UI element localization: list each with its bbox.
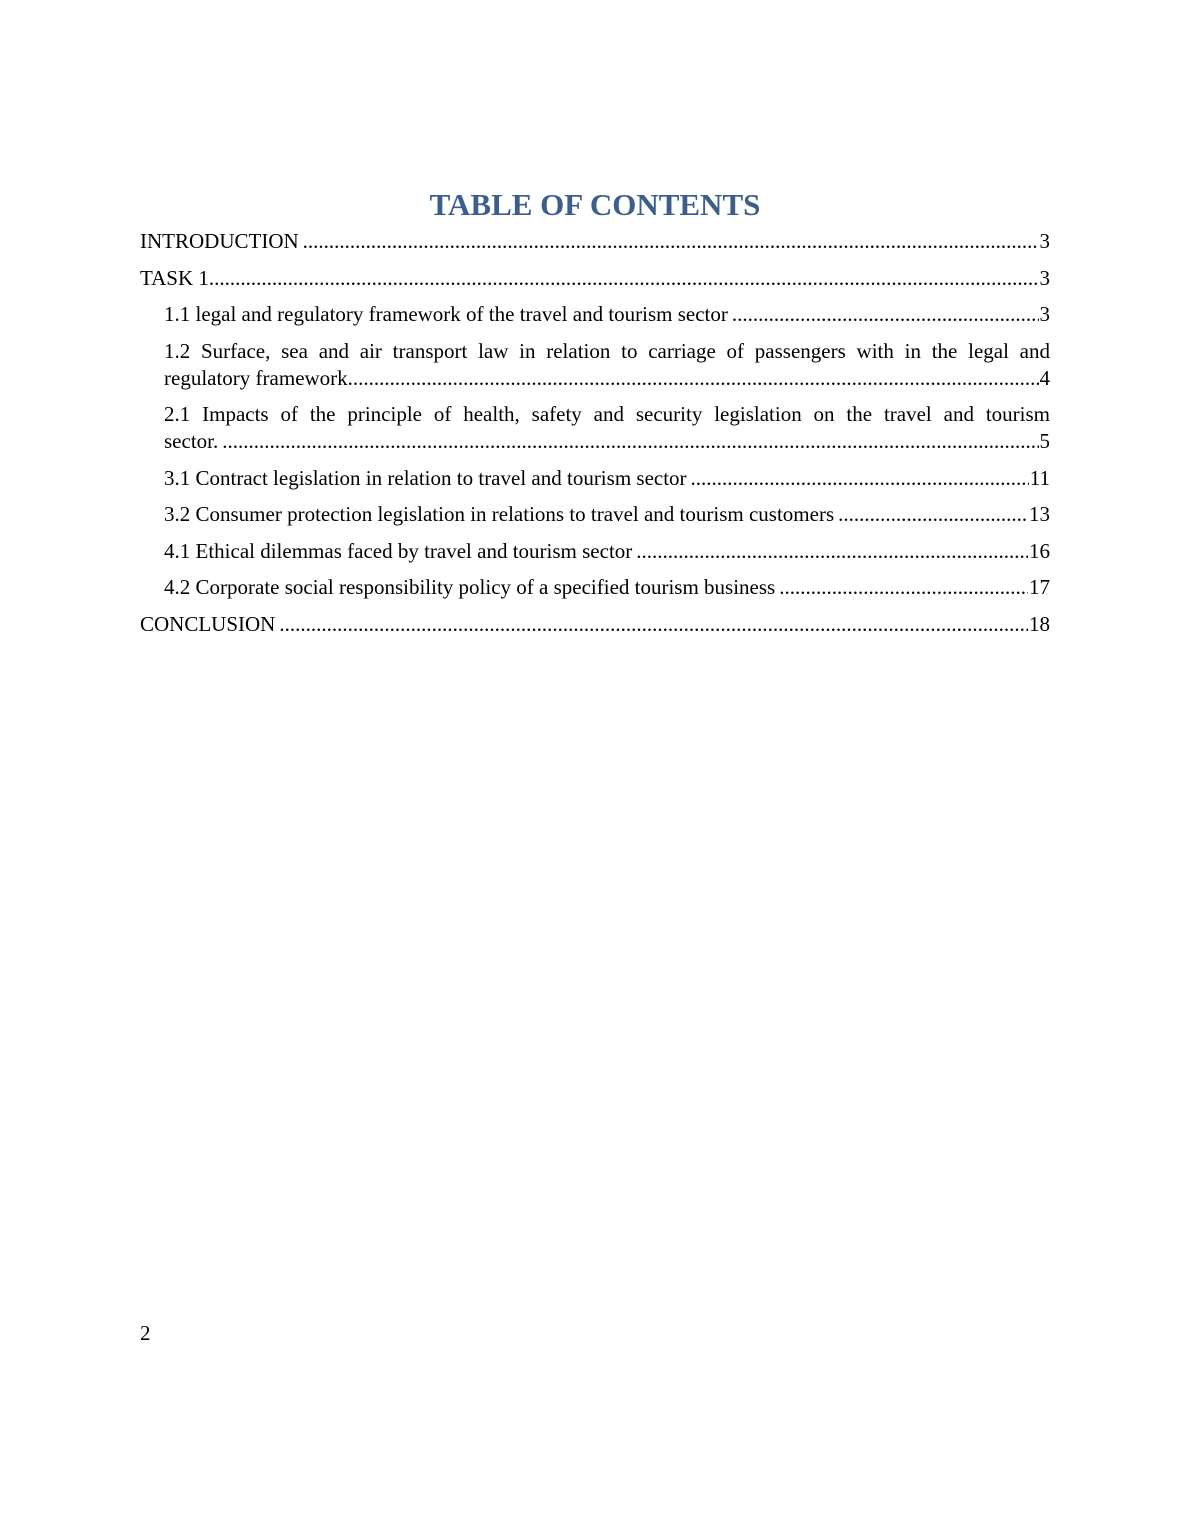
toc-entry-page: 16	[1029, 538, 1050, 563]
page-title: TABLE OF CONTENTS	[429, 187, 761, 222]
toc-entry-page: 13	[1029, 502, 1050, 526]
toc-entry-label-line2: regulatory framework	[164, 365, 348, 390]
toc-leader-dots	[209, 265, 1039, 292]
toc-entry-label-line1: 2.1 Impacts of the principle of health, safety and security legislation on the travel and tourism	[164, 402, 1050, 426]
toc-entry-page: 5	[1039, 429, 1050, 453]
toc-leader-dots	[636, 538, 1028, 565]
page-number: 2	[140, 1321, 151, 1345]
toc-entry-3-2[interactable]	[140, 501, 1050, 528]
toc-entry-conclusion[interactable]	[140, 611, 1050, 638]
toc-entry-label: INTRODUCTION	[140, 229, 299, 253]
toc-entry-1-2[interactable]	[140, 338, 1050, 392]
toc-entry-label-line2: sector.	[164, 429, 219, 453]
toc-leader-dots	[348, 365, 1039, 392]
toc-entry-label-line1: 1.2 Surface, sea and air transport law in relation to carriage of passengers with in the legal and	[164, 338, 1050, 363]
toc-leader-dots	[779, 574, 1028, 601]
toc-entry-2-1[interactable]	[140, 401, 1050, 455]
toc-entry-label: 4.1 Ethical dilemmas faced by travel and tourism sector	[164, 538, 633, 563]
toc-entry-page: 11	[1029, 465, 1050, 490]
toc-entry-3-1[interactable]	[140, 465, 1050, 492]
table-of-contents	[140, 228, 1050, 647]
toc-entry-label: 3.2 Consumer protection legislation in relations to travel and tourism customers	[164, 502, 835, 526]
toc-leader-dots	[279, 611, 1028, 638]
toc-leader-dots	[691, 465, 1029, 492]
toc-entry-label: TASK 1	[140, 265, 209, 290]
toc-entry-page: 18	[1029, 611, 1050, 636]
toc-entry-page: 17	[1029, 575, 1050, 599]
toc-entry-page: 3	[1039, 302, 1050, 326]
toc-entry-task-1[interactable]	[140, 265, 1050, 292]
toc-entry-4-1[interactable]	[140, 538, 1050, 565]
toc-entry-page: 3	[1039, 265, 1050, 290]
toc-entry-label: 1.1 legal and regulatory framework of the travel and tourism sector	[164, 302, 728, 326]
toc-entry-label: 3.1 Contract legislation in relation to travel and tourism sector	[164, 465, 687, 490]
toc-entry-label: 4.2 Corporate social responsibility policy of a specified tourism business	[164, 575, 776, 599]
toc-entry-page: 4	[1039, 365, 1050, 390]
toc-entry-label: CONCLUSION	[140, 611, 276, 636]
toc-entry-4-2[interactable]	[140, 574, 1050, 601]
toc-entry-introduction[interactable]	[140, 228, 1050, 255]
toc-leader-dots	[303, 228, 1039, 255]
toc-leader-dots	[732, 301, 1039, 328]
toc-entry-1-1[interactable]	[140, 301, 1050, 328]
toc-leader-dots	[838, 501, 1028, 528]
toc-leader-dots	[222, 428, 1038, 455]
toc-entry-page: 3	[1039, 229, 1050, 253]
